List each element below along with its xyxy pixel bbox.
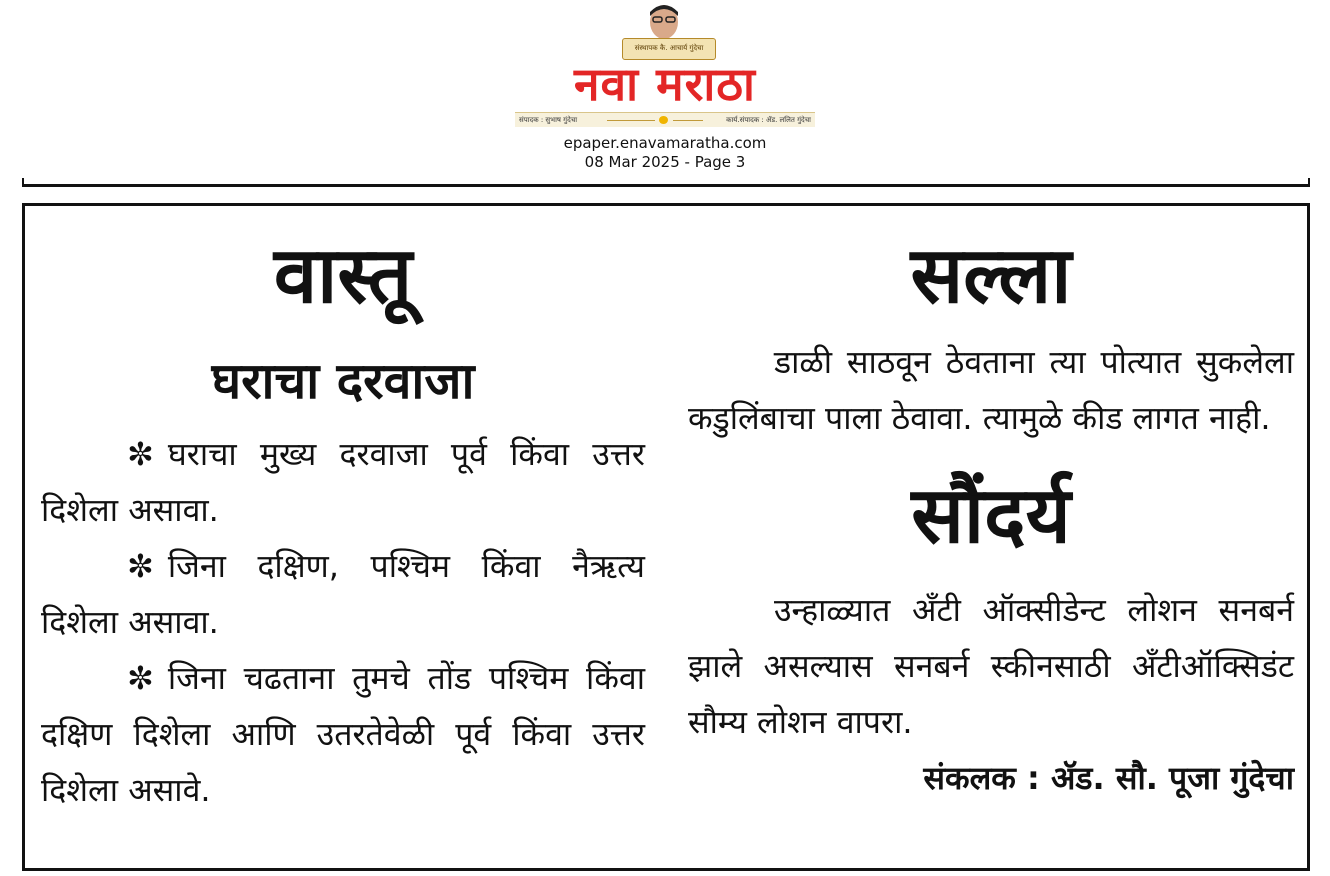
vastu-subtitle: घराचा दरवाजा (211, 352, 475, 410)
logo-strip (515, 112, 815, 127)
vastu-point (41, 426, 645, 538)
compiler-credit: संकलक : ॲड. सौ. पूजा गुंदेचा (923, 759, 1294, 797)
advice-title: सल्ला (910, 230, 1072, 321)
asterisk-icon: ✼ (127, 435, 154, 473)
asterisk-icon: ✼ (127, 547, 154, 585)
vastu-point-text: जिना चढताना तुमचे तोंड पश्चिम किंवा दक्षिण दिशेला आणि उतरतेवेळी पूर्व किंवा उत्तर दिशेला असावे. (41, 659, 645, 809)
masthead (0, 0, 1330, 190)
strip-divider (607, 120, 655, 121)
header-rule (22, 178, 1310, 187)
beauty-title: सौंदर्य (911, 470, 1071, 561)
vastu-point (41, 538, 645, 650)
newspaper-logo[interactable]: नवा मराठा (574, 57, 756, 111)
site-url[interactable]: epaper.enavamaratha.com (563, 134, 767, 152)
asterisk-icon: ✼ (127, 659, 154, 697)
article-box (22, 203, 1310, 871)
tips-column (688, 206, 1294, 868)
sun-icon (659, 116, 668, 124)
vastu-column (41, 206, 645, 868)
vastu-point-text: जिना दक्षिण, पश्चिम किंवा नैऋत्य दिशेला असावा. (41, 547, 645, 641)
date-page: 08 Mar 2025 - Page 3 (584, 153, 746, 171)
advice-text: डाळी साठवून ठेवताना त्या पोत्यात सुकलेला कडुलिंबाचा पाला ठेवावा. त्यामुळे कीड लागत नाही. (688, 343, 1294, 437)
strip-divider (673, 120, 703, 121)
vastu-title: वास्तू (273, 230, 413, 321)
vastu-point (41, 650, 645, 818)
editor-line: संपादक : सुभाष गुंदेचा (519, 116, 578, 124)
vastu-point-text: घराचा मुख्य दरवाजा पूर्व किंवा उत्तर दिशेला असावा. (41, 435, 645, 529)
beauty-text: उन्हाळ्यात अँटी ऑक्सीडेन्ट लोशन सनबर्न झाले असल्यास सनबर्न स्कीनसाठी अँटीऑक्सिडंट सौम्य लोशन वापरा. (688, 591, 1294, 741)
exec-editor-line: कार्य.संपादक : ॲड. ललित गुंदेचा (726, 116, 811, 124)
founder-ribbon: संस्थापक कै. आचार्य गुंदेचा (622, 38, 716, 60)
